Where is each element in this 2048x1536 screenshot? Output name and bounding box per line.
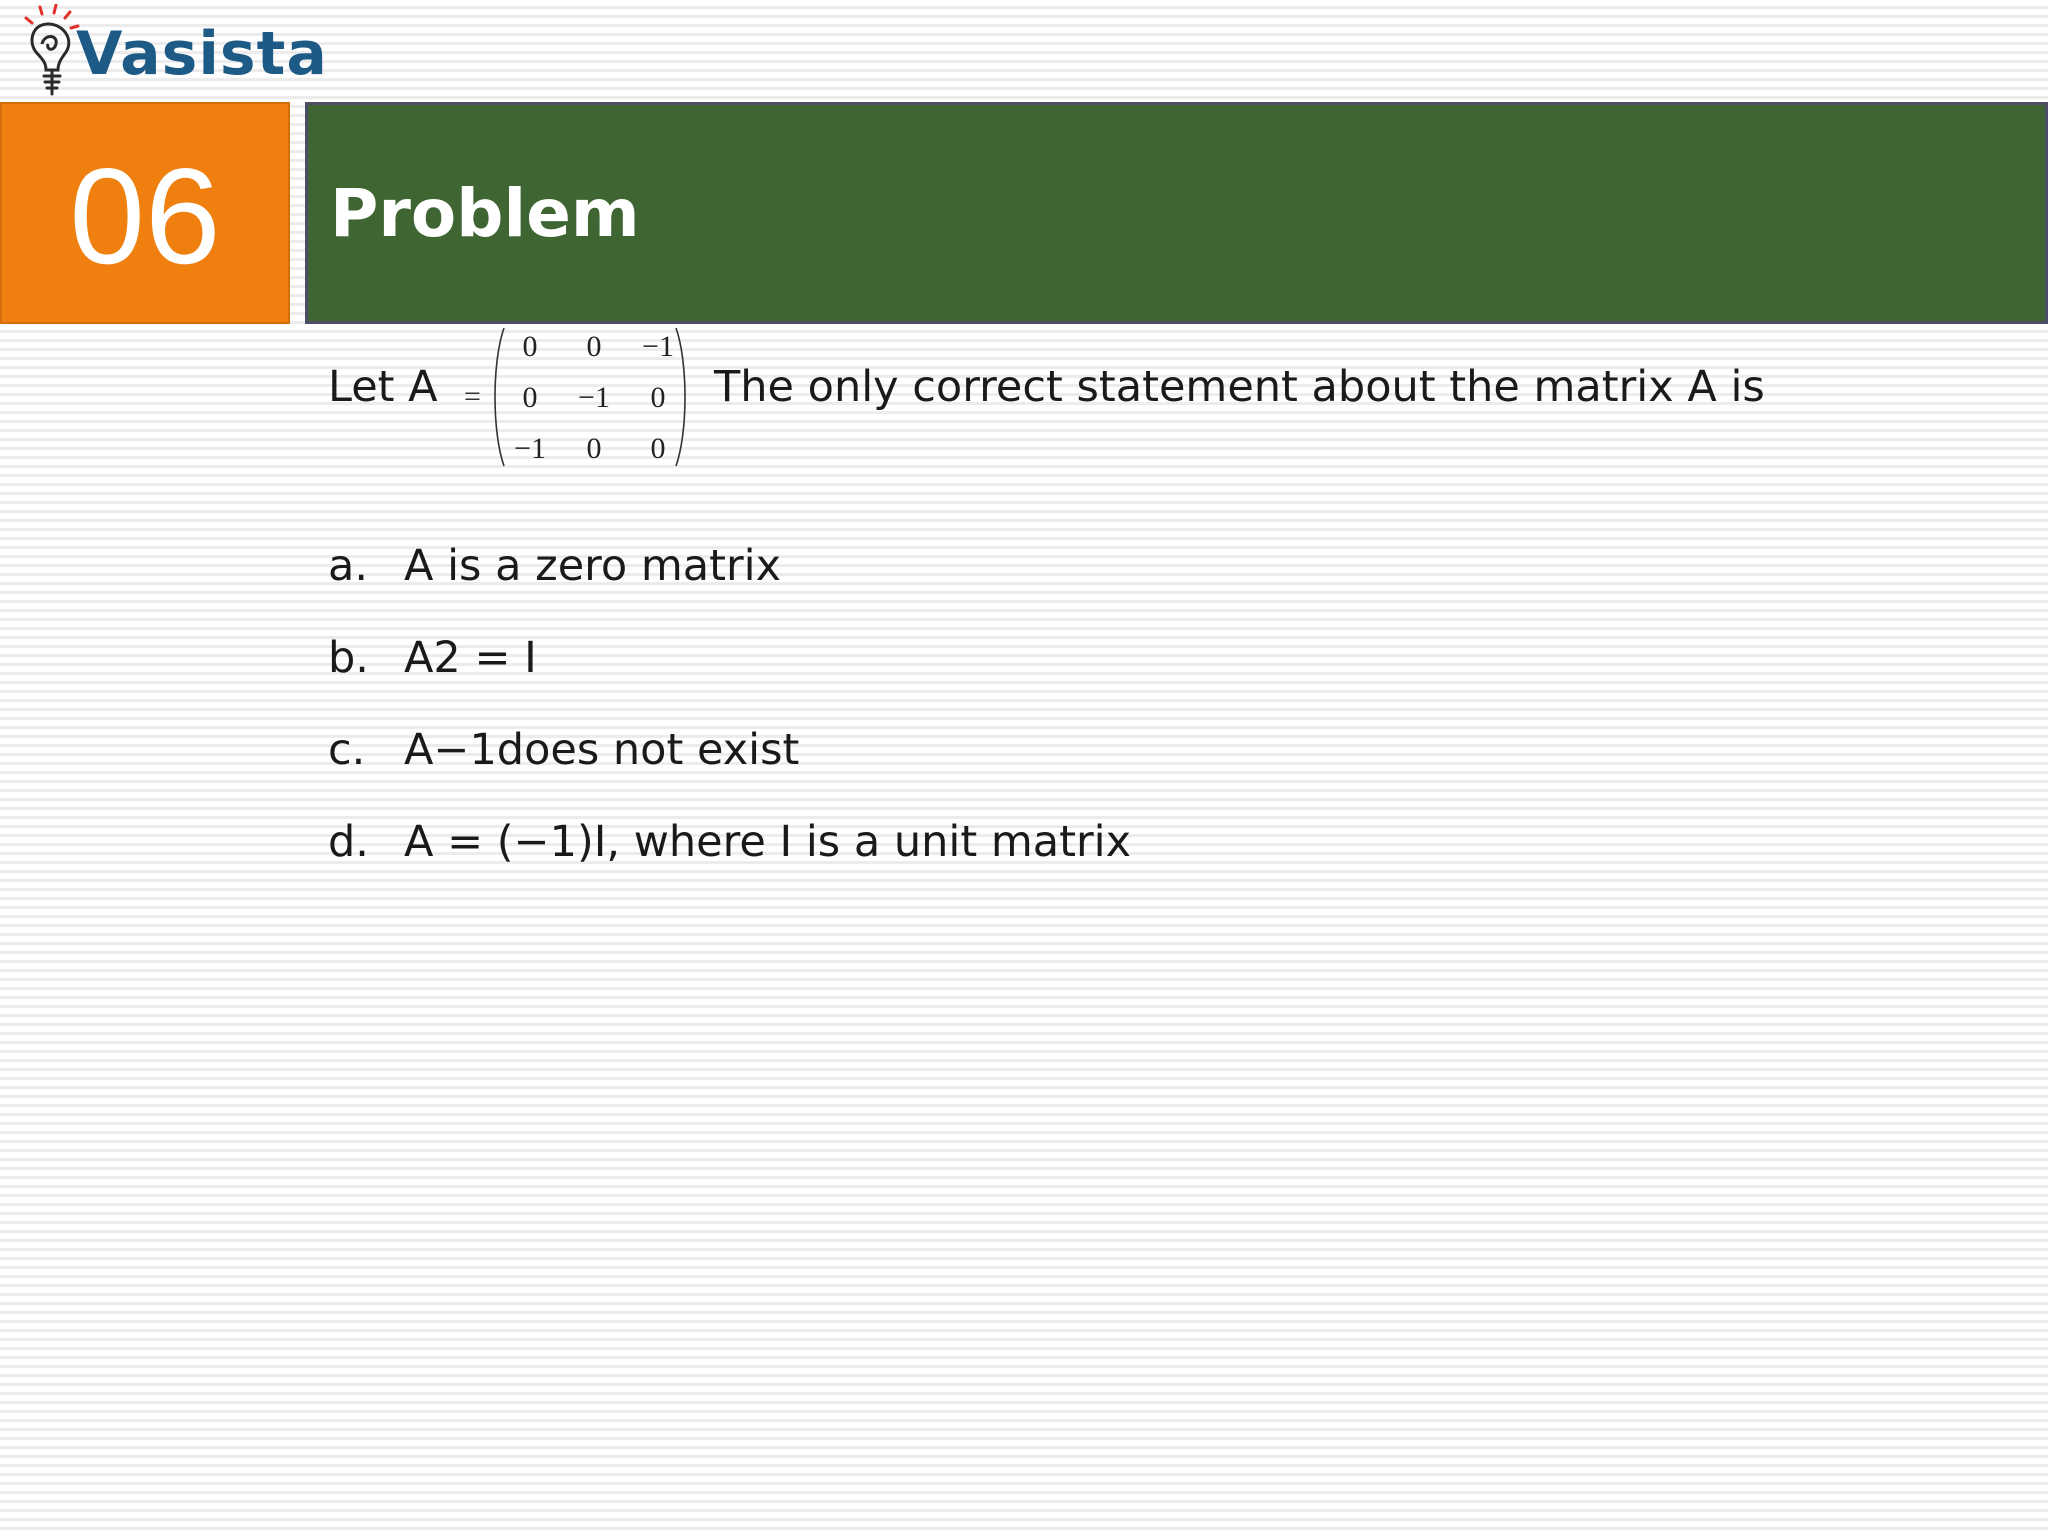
matrix-cell: 0 xyxy=(522,381,538,414)
matrix-cell: 0 xyxy=(586,330,602,363)
question-text: The only correct statement about the matrix A is xyxy=(714,362,1765,412)
question-lead: Let A xyxy=(328,362,438,412)
option-letter: c. xyxy=(328,725,366,775)
matrix-a xyxy=(494,322,686,472)
option-b xyxy=(328,633,1728,729)
matrix-cell: −1 xyxy=(578,381,610,414)
question-statement xyxy=(328,322,2028,472)
option-text: A−1does not exist xyxy=(404,725,800,775)
matrix-cell: 0 xyxy=(586,432,602,465)
option-c xyxy=(328,725,1728,821)
option-d xyxy=(328,817,1728,913)
option-letter: b. xyxy=(328,633,369,683)
option-text: A = (−1)I, where I is a unit matrix xyxy=(404,817,1132,867)
matrix-cell: 0 xyxy=(650,432,666,465)
vasista-logo xyxy=(18,4,328,96)
answer-options xyxy=(328,541,1728,913)
slide-number-box xyxy=(0,102,290,324)
slide-number: 06 xyxy=(69,140,221,292)
matrix-cell: 0 xyxy=(522,330,538,363)
option-text: A2 = I xyxy=(404,633,537,683)
option-a xyxy=(328,541,1728,637)
equals-sign: = xyxy=(464,380,481,413)
matrix-cell: 0 xyxy=(650,381,666,414)
matrix-cell: −1 xyxy=(642,330,674,363)
matrix-cell: −1 xyxy=(514,432,546,465)
title-bar xyxy=(305,102,2048,324)
option-letter: d. xyxy=(328,817,369,867)
option-letter: a. xyxy=(328,541,369,591)
logo-wordmark: Vasista xyxy=(76,19,328,89)
option-text: A is a zero matrix xyxy=(404,541,782,591)
slide-title: Problem xyxy=(330,175,640,252)
